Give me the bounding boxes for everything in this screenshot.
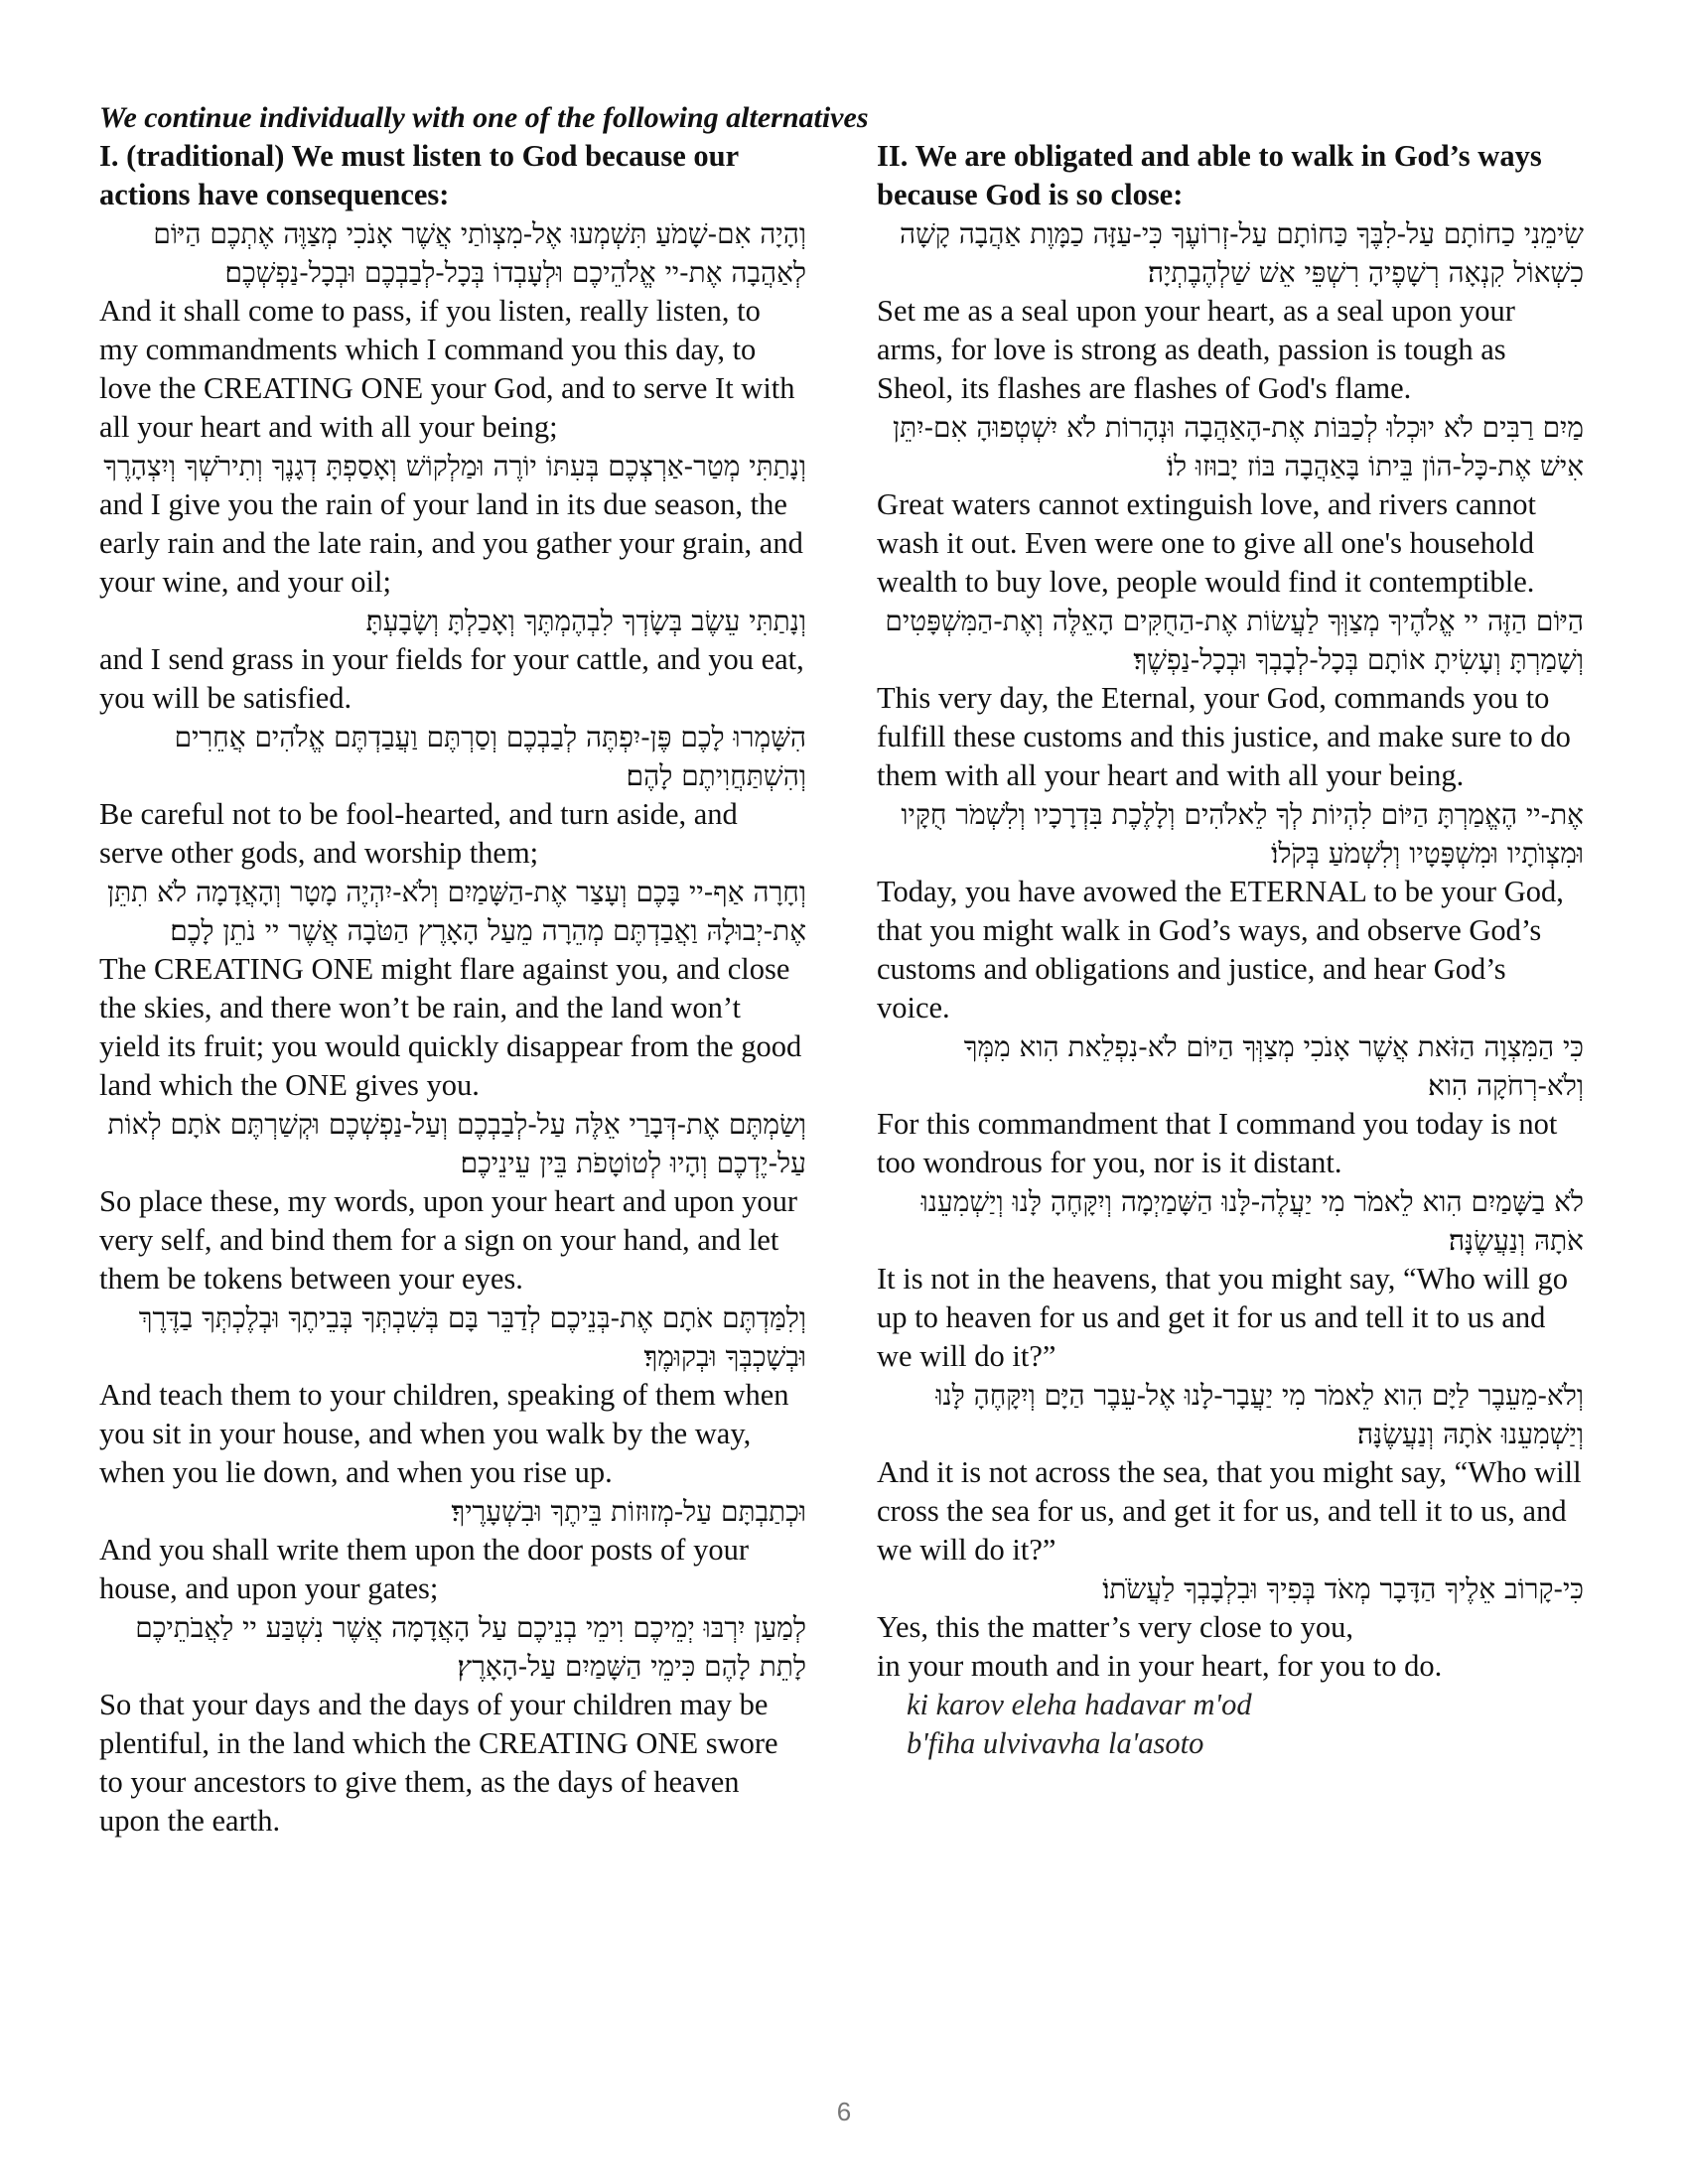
hebrew-verse: וְנָתַתִּי עֵשֶׂב בְּשָׂדְךָ לִבְהֶמְתֶּךָ וְאָכַלְתָּ וְשָׂבָעְתָּ׃ xyxy=(365,605,806,637)
hebrew-verse: וְחָרָה אַף-יי בָּכֶם וְעָצַר אֶת-הַשָּׁמַיִם וְלֹא-יִהְיֶה מָטָר וְהָאֲדָמָה לֹא תִתֵּן אֶת-יְבוּלָהּ וַאֲבַדְתֶּם מְהֵרָה מֵעַל הָאָרֶץ הַטֹּבָה אֲשֶׁר יי נֹתֵן לָכֶם׃ xyxy=(106,876,806,947)
hebrew-verse: שִׂימֵנִי כַחוֹתָם עַל-לִבֶּךָ כַּחוֹתָם עַל-זְרוֹעֶךָ כִּי-עַזָּה כַמָּוֶת אַהֲבָה קָשָׁה כִשְׁאוֹל קִנְאָה רְשָׁפֶיהָ רִשְׁפֵּי אֵשׁ שַׁלְהֶבֶתְיָה׃ xyxy=(899,217,1584,289)
hebrew-verse: לֹא בַשָּׁמַיִם הִוא לֵאמֹר מִי יַעֲלֶה-לָּנוּ הַשָּׁמַיְמָה וְיִקָּחֶהָ לָּנוּ וְיַשְׁמִעֵנוּ אֹתָהּ וְנַעֲשֶׂנָּה׃ xyxy=(920,1185,1584,1257)
english-translation: So that your days and the days of your children may be plentiful, in the land which the CREATING ONE swore to your ancestors to give them, as the days of heaven upon the earth. xyxy=(99,1688,778,1838)
transliteration-line: ki karov eleha hadavar m'od xyxy=(907,1688,1252,1721)
passage-block xyxy=(99,1298,806,1492)
right-column xyxy=(877,137,1584,1763)
passage-block xyxy=(99,602,806,718)
english-translation: It is not in the heavens, that you might say, “Who will go up to heaven for us and get it for us and tell it to us and we will do it?” xyxy=(877,1262,1569,1373)
transliteration-line: b'fiha ulvivavha la'asoto xyxy=(907,1726,1204,1760)
left-column xyxy=(99,137,806,1841)
english-translation: And you shall write them upon the door posts of your house, and upon your gates; xyxy=(99,1533,749,1605)
english-translation: Today, you have avowed the ETERNAL to be your God, that you might walk in God’s ways, and observe God’s customs and obligations and justice, and hear God’s voice. xyxy=(877,875,1564,1024)
passage-block xyxy=(877,1182,1584,1376)
passage-block xyxy=(877,408,1584,602)
hebrew-verse: וְלֹא-מֵעֵבֶר לַיָּם הִוא לֵאמֹר מִי יַעֲבָר-לָנוּ אֶל-עֵבֶר הַיָּם וְיִקָּחֶהָ לָּנוּ וְיַשְׁמִעֵנוּ אֹתָהּ וְנַעֲשֶׂנָּה׃ xyxy=(935,1379,1584,1450)
passage-block xyxy=(99,718,806,873)
english-translation: So place these, my words, upon your heart and upon your very self, and bind them for a sign on your hand, and let them be tokens between your eyes. xyxy=(99,1184,798,1296)
english-translation: and I send grass in your fields for your cattle, and you eat, you will be satisfied. xyxy=(99,642,804,715)
english-translation: For this commandment that I command you today is not too wondrous for you, nor is it distant. xyxy=(877,1107,1558,1179)
passage-block xyxy=(99,873,806,1105)
passage-block xyxy=(99,1492,806,1608)
hebrew-verse: וְנָתַתִּי מְטַר-אַרְצְכֶם בְּעִתּוֹ יוֹרֶה וּמַלְקוֹשׁ וְאָסַפְתָּ דְגָנֶךָ וְתִירֹשְׁךָ וְיִצְהָרֶךָ xyxy=(103,450,806,482)
english-translation: And it is not across the sea, that you might say, “Who will cross the sea for us, and get it for us, and tell it to us, and we will do it?” xyxy=(877,1455,1582,1567)
hebrew-verse: הַיּוֹם הַזֶּה יי אֱלֹהֶיךָ מְצַוְּךָ לַעֲשׂוֹת אֶת-הַחֻקִּים הָאֵלֶּה וְאֶת-הַמִּשְׁפָּטִים וְשָׁמַרְתָּ וְעָשִׂיתָ אוֹתָם בְּכָל-לְבָבְךָ וּבְכָל-נַפְשֶׁךָ׃ xyxy=(885,605,1584,676)
hebrew-verse: מַיִם רַבִּים לֹא יוּכְלוּ לְכַבּוֹת אֶת-הָאַהֲבָה וּנְהָרוֹת לֹא יִשְׁטְפוּהָ אִם-יִתֵּן אִישׁ אֶת-כָּל-הוֹן בֵּיתוֹ בָּאַהֲבָה בּוֹז יָבוּזוּ לוֹ׃ xyxy=(893,411,1584,482)
passage-block xyxy=(99,1608,806,1841)
hebrew-verse: הִשָּׁמְרוּ לָכֶם פֶּן-יִפְתֶּה לְבַבְכֶם וְסַרְתֶּם וַעֲבַדְתֶּם אֱלֹהִים אֲחֵרִים וְהִשְׁתַּחֲוִיתֶם לָהֶם׃ xyxy=(174,721,806,792)
hebrew-verse: וְשַׂמְתֶּם אֶת-דְּבָרַי אֵלֶּה עַל-לְבַבְכֶם וְעַל-נַפְשְׁכֶם וּקְשַׁרְתֶּם אֹתָם לְאוֹת עַל-יֶדְכֶם וְהָיוּ לְטוֹטָפֹת בֵּין עֵינֵיכֶם׃ xyxy=(107,1108,806,1179)
hebrew-verse: וְלִמַּדְתֶּם אֹתָם אֶת-בְּנֵיכֶם לְדַבֵּר בָּם בְּשִׁבְתְּךָ בְּבֵיתֶךָ וּבְלֶכְתְּךָ בַדֶּרֶךְ וּבְשָׁכְבְּךָ וּבְקוּמֶךָ׃ xyxy=(138,1301,806,1373)
passage-block xyxy=(877,795,1584,1027)
left-heading: I. (traditional) We must listen to God because our actions have consequences: xyxy=(99,139,739,211)
right-heading: II. We are obligated and able to walk in God’s ways because God is so close: xyxy=(877,139,1542,211)
passage-block xyxy=(99,447,806,602)
passage-block xyxy=(877,1376,1584,1570)
english-translation: and I give you the rain of your land in its due season, the early rain and the late rain, and you gather your grain, and your wine, and your oil; xyxy=(99,487,803,599)
translation-line: Yes, this the matter’s very close to you, xyxy=(877,1610,1354,1644)
english-translation: This very day, the Eternal, your God, commands you to fulfill these customs and this justice, and make sure to do them with all your heart and with all your being. xyxy=(877,681,1571,792)
passage-block xyxy=(877,602,1584,795)
hebrew-verse: וּכְתַבְתָּם עַל-מְזוּזוֹת בֵּיתֶךָ וּבִשְׁעָרֶיךָ׃ xyxy=(451,1495,806,1528)
english-translation xyxy=(877,1608,1584,1686)
english-translation: Set me as a seal upon your heart, as a seal upon your arms, for love is strong as death, passion is tough as Sheol, its flashes are flashes of God's flame. xyxy=(877,294,1515,405)
translation-line: in your mouth and in your heart, for you to do. xyxy=(877,1649,1443,1683)
passage-block xyxy=(877,1570,1584,1686)
passage-block xyxy=(99,214,806,447)
transliteration xyxy=(877,1686,1584,1763)
english-translation: The CREATING ONE might flare against you, and close the skies, and there won’t be rain, and the land won’t yield its fruit; you would quickly disappear from the good land which the ONE gives you. xyxy=(99,952,802,1102)
passage-block xyxy=(877,1027,1584,1182)
passage-block xyxy=(877,214,1584,408)
page-number: 6 xyxy=(836,2097,852,2126)
passage-block xyxy=(99,1105,806,1298)
hebrew-verse: לְמַעַן יִרְבּוּ יְמֵיכֶם וִימֵי בְנֵיכֶם עַל הָאֲדָמָה אֲשֶׁר נִשְׁבַּע יי לַאֲבֹתֵיכֶם לָתֵת לָהֶם כִּימֵי הַשָּׁמַיִם עַל-הָאָרֶץ׃ xyxy=(135,1611,806,1683)
intro-instruction: We continue individually with one of the following alternatives xyxy=(99,101,869,134)
english-translation: Great waters cannot extinguish love, and rivers cannot wash it out. Even were one to give all one's household wealth to buy love, people would find it contemptible. xyxy=(877,487,1537,599)
hebrew-verse: כִּי-קָרוֹב אֵלֶיךָ הַדָּבָר מְאֹד בְּפִיךָ וּבִלְבָבְךָ לַעֲשֹׂתוֹ׃ xyxy=(1102,1572,1584,1605)
hebrew-verse: אֶת-יי הֶאֱמַרְתָּ הַיּוֹם לִהְיוֹת לְךָ לֵאלֹהִים וְלָלֶכֶת בִּדְרָכָיו וְלִשְׁמֹר חֻקָּיו וּמִצְוֺתָיו וּמִשְׁפָּטָיו וְלִשְׁמֹעַ בְּקֹלוֹ׃ xyxy=(901,798,1584,870)
english-translation: Be careful not to be fool-hearted, and turn aside, and serve other gods, and worship them; xyxy=(99,797,738,870)
hebrew-verse: וְהָיָה אִם-שָׁמֹעַ תִּשְׁמְעוּ אֶל-מִצְוֺתַי אֲשֶׁר אָנֹכִי מְצַוֶּה אֶתְכֶם הַיּוֹם לְאַהֲבָה אֶת-יי אֱלֹהֵיכֶם וּלְעָבְדוֹ בְּכָל-לְבַבְכֶם וּבְכָל-נַפְשְׁכֶם׃ xyxy=(153,217,806,289)
hebrew-verse: כִּי הַמִּצְוָה הַזֹּאת אֲשֶׁר אָנֹכִי מְצַוְּךָ הַיּוֹם לֹא-נִפְלֵאת הִוא מִמְּךָ וְלֹא-רְחֹקָה הִוא׃ xyxy=(963,1030,1584,1102)
english-translation: And it shall come to pass, if you listen, really listen, to my commandments which I command you this day, to love the CREATING ONE your God, and to serve It with all your heart and with all your being; xyxy=(99,294,795,444)
english-translation: And teach them to your children, speaking of them when you sit in your house, and when you walk by the way, when you lie down, and when you rise up. xyxy=(99,1378,789,1489)
